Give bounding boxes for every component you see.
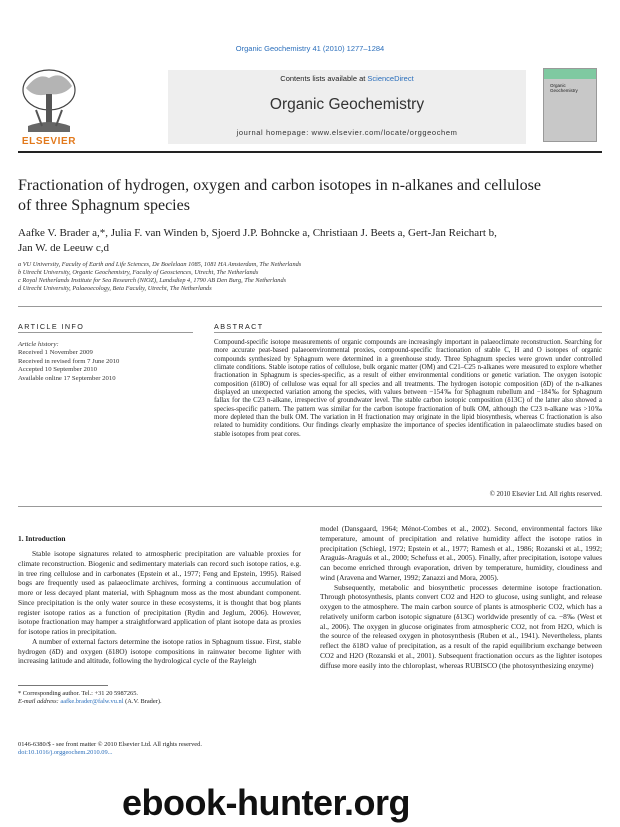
journal-homepage[interactable]: journal homepage: www.elsevier.com/locate/orggeochem (236, 128, 458, 137)
journal-title: Organic Geochemistry (269, 96, 425, 113)
abstract-heading: ABSTRACT (214, 322, 264, 331)
journal-citation[interactable]: Organic Geochemistry 41 (2010) 1277–1284 (235, 44, 385, 53)
title-line-2: of three Sphagnum species (18, 197, 190, 214)
right-column (320, 524, 602, 670)
abstract-rule (214, 332, 602, 333)
corresponding-author: * Corresponding author. Tel.: +31 20 5987265. (18, 690, 139, 697)
affiliation-b: b Utrecht University, Organic Geochemistry, Faculty of Geosciences, Utrecht, The Netherlands (18, 269, 259, 276)
article-info-rule (18, 332, 193, 333)
email-link[interactable]: aafke.brader@falw.vu.nl (60, 698, 124, 706)
history-received: Received 1 November 2009 (18, 349, 93, 357)
intro-paragraph: Stable isotope signatures related to atmospheric precipitation are valuable proxies for climate reconstruction. Biogenic and sedimentary materials can record such isotope ratios, e.g. in tree ring cellulose and in carbonates (Epstein et al., 1977; Feng and Epstein, 1995). Raised bogs are frequently used as palaeoclimate archives, forming a continuous accumulation of more or less decayed plant material, with Sphagnum moss as the most abundant component. Since precipitation is the only water source in these ecosystems, it is thought that bog plants register isotope ratios as a function of precipitation (Rydin and Jeglum, 2006). However, isotope fractionation may hamper a straightforward application of plant isotope data as proxies for isotope ratios in precipitation. (18, 549, 301, 636)
affiliation-c: c Royal Netherlands Institute for Sea Research (NIOZ), Landsdiep 4, 1790 AB Den Burg, The Netherlands (18, 277, 287, 284)
watermark: ebook-hunter.org (122, 782, 410, 823)
email-label: E-mail address: (18, 698, 61, 706)
bottom-matter (18, 741, 301, 758)
authors-line-1[interactable]: Aafke V. Brader a,*, Julia F. van Winden b, Sjoerd J.P. Bohncke a, Christiaan J. Beets a, Gert-Jan Reichart b, (18, 227, 497, 239)
history-online: Available online 17 September 2010 (18, 374, 116, 382)
elsevier-wordmark: ELSEVIER (21, 136, 77, 147)
title-line-1: Fractionation of hydrogen, oxygen and carbon isotopes in n-alkanes and cellulose (18, 177, 541, 194)
doi-link[interactable]: doi:10.1016/j.orggeochem.2010.09... (18, 749, 113, 757)
history-label: Article history: (18, 341, 59, 348)
copyright-notice: © 2010 Elsevier Ltd. All rights reserved. (489, 491, 602, 498)
history-revised: Received in revised form 7 June 2010 (18, 357, 120, 365)
footnote-rule (18, 685, 108, 686)
affiliation-d: d Utrecht University, Palaeoecology, Beta Faculty, Utrecht, The Netherlands (18, 285, 212, 292)
author-list (18, 226, 602, 256)
elsevier-tree-logo (18, 66, 80, 136)
affiliation-rule (18, 306, 602, 307)
journal-cover-thumbnail[interactable] (543, 68, 597, 142)
authors-line-2[interactable]: Jan W. de Leeuw c,d (18, 242, 110, 254)
left-column (18, 549, 301, 666)
footnote (18, 690, 301, 707)
issn-line: 0146-6380/$ - see front matter © 2010 Elsevier Ltd. All rights reserved. (18, 741, 202, 748)
article-info-heading: ARTICLE INFO (18, 322, 85, 331)
intro-paragraph: model (Dansgaard, 1964; Ménot-Combes et al., 2002). Second, environmental factors like temperature, amount of precipitation and relative humidity affect the isotope ratios in precipitation (Schiegl, 1972; Epstein et al., 1977; Ramesh et al., 1986; Rozanski et al., 1992; Araguás-Araguás et al., 2000; Schefuss et al., 2005). Finally, after precipitation, isotope values can become enriched through evaporation, driven by temperature, humidity, cloudiness and wind (Aravena and Warner, 1992; Zanazzi and Mora, 2005). (320, 524, 602, 582)
intro-paragraph: A number of external factors determine the isotope ratios in Sphagnum tissue. First, stable hydrogen (δD) and oxygen (δ18O) isotope compositions in rainwater become lighter with increasing latitude and altitude, following the hydrological cycle of the Rayleigh (18, 636, 301, 666)
section-heading-introduction: 1. Introduction (18, 534, 66, 543)
sciencedirect-link[interactable]: ScienceDirect (367, 74, 414, 83)
contents-prefix: Contents lists available at (280, 74, 368, 83)
email-line (18, 698, 301, 706)
article-history (18, 341, 193, 383)
abstract-bottom-rule (18, 506, 602, 507)
history-accepted: Accepted 10 September 2010 (18, 366, 97, 374)
affiliation-a: a VU University, Faculty of Earth and Life Sciences, De Boelelaan 1085, 1081 HA Amsterdam, The Netherlands (18, 261, 302, 268)
contents-line (168, 74, 526, 83)
cover-title: Organic Geochemistry (550, 83, 578, 93)
article-title (18, 176, 602, 216)
abstract-text: Compound-specific isotope measurements of organic compounds are increasingly important in palaeoclimate reconstruction. Searching for more accurate peat-based palaeoenvironmental proxies, compound-specific fractionation of stable C, H and O isotopes of organic compounds synthesized by Sphagnum were determined in a greenhouse study. Three Sphagnum species were grown under controlled climate conditions. Stable isotope ratios of cellulose, bulk organic matter (OM) and C21–C25 n-alkanes were measured to explore whether fractionation in Sphagnum is species-specific, as a result of either environmental conditions or genetic variation. The oxygen isotopic composition (δ18O) of cellulose was equal for all species and all treatments. The hydrogen isotopic composition (δD) of the n-alkanes displayed an unexpected variation among the species, with values between −154‰ for Sphagnum rubellum and −184‰ for Sphagnum fallax for the C23 n-alkane, irrespective of groundwater level. The stable carbon isotopic composition (δ13C) of the latter also showed a species-specific pattern. The pattern was similar for the carbon isotope fractionation of bulk OM, although the C23 n-alkane was >10‰ more depleted than the bulk OM. The variation in H fractionation may originate in the lipid biosynthesis, whereas C fractionation is also related to humidity conditions. Our findings clearly emphasize the importance of species identification in palaeoclimate studies based on stable isotopes from peat cores. (214, 339, 602, 438)
header-rule (18, 151, 602, 153)
email-suffix: (A.V. Brader). (123, 698, 162, 706)
cover-bar (544, 69, 596, 79)
intro-paragraph: Subsequently, metabolic and biosynthetic processes determine isotope fractionation. Through photosynthesis, plants convert CO2 and H2O to glucose, using sunlight, and release oxygen to the atmosphere. The main carbon source of plants is atmospheric CO2, which has a relatively uniform carbon isotopic signature (δ13C) worldwide presently of ca. −8‰ (West et al., 2006). The oxygen in glucose originates from atmospheric CO2, not from H2O, which is the source of the released oxygen in photosynthesis (Ruben et al., 1941). Nevertheless, plants reflect the δ18O value of precipitation, as a result of the rapid equilibrium exchange between CO2 and H2O (Rozanski et al., 2001). Subsequent fractionation occurs as the lighter isotopes diffuse more easily into the chloroplast, whereas RUBISCO (the photosynthesizing enzyme) (320, 582, 602, 670)
